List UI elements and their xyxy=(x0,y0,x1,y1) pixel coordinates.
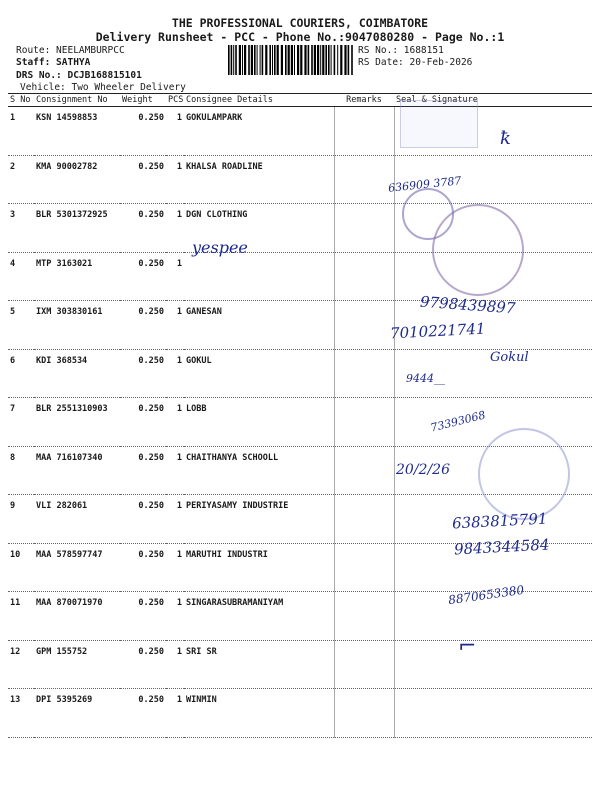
row-sno: 8 xyxy=(8,446,34,495)
row-pcs: 1 xyxy=(166,592,184,641)
row-pcs: 1 xyxy=(166,155,184,204)
handwritten-phone: 73393068 xyxy=(429,408,487,435)
row-sno: 12 xyxy=(8,640,34,689)
row-remarks xyxy=(334,495,394,544)
row-sno: 2 xyxy=(8,155,34,204)
row-pcs: 1 xyxy=(166,446,184,495)
row-remarks xyxy=(334,543,394,592)
row-consignment: KSN 14598853 xyxy=(34,107,120,156)
row-sno: 3 xyxy=(8,204,34,253)
row-sno: 4 xyxy=(8,252,34,301)
row-remarks xyxy=(334,301,394,350)
row-pcs: 1 xyxy=(166,204,184,253)
row-sno: 11 xyxy=(8,592,34,641)
row-remarks xyxy=(334,398,394,447)
row-pcs: 1 xyxy=(166,107,184,156)
row-pcs: 1 xyxy=(166,495,184,544)
row-remarks xyxy=(334,107,394,156)
row-weight: 0.250 xyxy=(120,495,166,544)
row-weight: 0.250 xyxy=(120,204,166,253)
row-consignee: WINMIN xyxy=(184,689,334,738)
table-row xyxy=(8,689,592,738)
row-consignee: GANESAN xyxy=(184,301,334,350)
row-consignment: MAA 870071970 xyxy=(34,592,120,641)
row-pcs: 1 xyxy=(166,301,184,350)
signature: ꝁ xyxy=(500,128,511,149)
row-pcs: 1 xyxy=(166,543,184,592)
row-consignment: KDI 368534 xyxy=(34,349,120,398)
handwritten-phone: 9798439897 xyxy=(419,292,516,318)
table-row xyxy=(8,640,592,689)
row-sno: 1 xyxy=(8,107,34,156)
handwritten-phone: 7010221741 xyxy=(389,319,486,343)
row-consignee: LOBB xyxy=(184,398,334,447)
row-consignee: DGN CLOTHING xyxy=(184,204,334,253)
row-weight: 0.250 xyxy=(120,398,166,447)
runsheet-subtitle: Delivery Runsheet - PCC - Phone No.:9047080280 - Page No.:1 xyxy=(95,30,505,44)
row-weight: 0.250 xyxy=(120,446,166,495)
drs-label: DRS No.: DCJB168815101 xyxy=(16,70,142,81)
row-sno: 13 xyxy=(8,689,34,738)
handwritten-phone: 9843344584 xyxy=(453,535,550,559)
row-consignee: PERIYASAMY INDUSTRIE xyxy=(184,495,334,544)
runsheet-table xyxy=(8,93,592,738)
row-remarks xyxy=(334,155,394,204)
row-consignment: MTP 3163021 xyxy=(34,252,120,301)
row-remarks xyxy=(334,252,394,301)
row-remarks xyxy=(334,446,394,495)
row-consignment: IXM 303830161 xyxy=(34,301,120,350)
row-consignee: MARUTHI INDUSTRI xyxy=(184,543,334,592)
row-consignment: VLI 282061 xyxy=(34,495,120,544)
row-consignment: BLR 5301372925 xyxy=(34,204,120,253)
row-weight: 0.250 xyxy=(120,543,166,592)
row-consignee: KHALSA ROADLINE xyxy=(184,155,334,204)
row-consignment: BLR 2551310903 xyxy=(34,398,120,447)
row-consignee: SRI SR xyxy=(184,640,334,689)
row-weight: 0.250 xyxy=(120,689,166,738)
col-remarks: Remarks xyxy=(334,94,394,107)
row-remarks xyxy=(334,349,394,398)
handwritten-consignee: yespee xyxy=(192,238,248,257)
row-consignee: GOKULAMPARK xyxy=(184,107,334,156)
seal-stamp xyxy=(432,204,524,296)
col-sno: S No xyxy=(8,94,34,107)
staff-label: Staff: SATHYA xyxy=(16,57,91,68)
row-pcs: 1 xyxy=(166,349,184,398)
row-weight: 0.250 xyxy=(120,640,166,689)
row-remarks xyxy=(334,592,394,641)
row-weight: 0.250 xyxy=(120,592,166,641)
row-consignment: GPM 155752 xyxy=(34,640,120,689)
table-header-row xyxy=(8,94,592,107)
row-remarks xyxy=(334,689,394,738)
col-consignee: Consignee Details xyxy=(184,94,334,107)
seal-stamp xyxy=(478,428,570,520)
handwritten-date: 20/2/26 xyxy=(396,462,450,478)
rs-number: RS No.: 1688151 xyxy=(358,45,444,56)
row-weight: 0.250 xyxy=(120,155,166,204)
row-seal xyxy=(394,640,592,689)
handwritten-phone: 636909 3787 xyxy=(387,174,462,195)
col-consignment: Consignment No xyxy=(34,94,120,107)
row-sno: 9 xyxy=(8,495,34,544)
row-sno: 6 xyxy=(8,349,34,398)
row-consignment: MAA 578597747 xyxy=(34,543,120,592)
row-weight: 0.250 xyxy=(120,252,166,301)
row-remarks xyxy=(334,204,394,253)
handwritten-phone: 9444__ xyxy=(406,372,445,385)
row-consignment: KMA 90002782 xyxy=(34,155,120,204)
row-consignment: DPI 5395269 xyxy=(34,689,120,738)
route-label: Route: NEELAMBURPCC xyxy=(16,45,125,56)
handwritten-phone: 6383815791 xyxy=(451,509,548,533)
col-weight: Weight xyxy=(120,94,166,107)
company-title: THE PROFESSIONAL COURIERS, COIMBATORE xyxy=(171,16,429,30)
row-weight: 0.250 xyxy=(120,301,166,350)
row-pcs: 1 xyxy=(166,640,184,689)
col-pcs: PCS xyxy=(168,95,184,105)
row-seal xyxy=(394,689,592,738)
table-row xyxy=(8,155,592,204)
vehicle-label: Vehicle: Two Wheeler Delivery xyxy=(20,82,186,93)
row-pcs: 1 xyxy=(166,398,184,447)
row-sno: 10 xyxy=(8,543,34,592)
signature: ⌐ xyxy=(458,634,477,659)
handwritten-name: Gokul xyxy=(490,350,529,365)
row-sno: 7 xyxy=(8,398,34,447)
seal-stamp xyxy=(400,100,478,148)
handwritten-phone: 8870653380 xyxy=(447,582,525,608)
row-sno: 5 xyxy=(8,301,34,350)
rs-date: RS Date: 20-Feb-2026 xyxy=(358,57,473,68)
row-remarks xyxy=(334,640,394,689)
row-weight: 0.250 xyxy=(120,349,166,398)
row-pcs: 1 xyxy=(166,689,184,738)
row-consignee: CHAITHANYA SCHOOLL xyxy=(184,446,334,495)
row-pcs: 1 xyxy=(166,252,184,301)
row-weight: 0.250 xyxy=(120,107,166,156)
col-seal: Seal & Signature xyxy=(394,94,592,107)
row-consignee xyxy=(184,252,334,301)
row-consignment: MAA 716107340 xyxy=(34,446,120,495)
barcode xyxy=(228,45,356,75)
row-consignee: SINGARASUBRAMANIYAM xyxy=(184,592,334,641)
row-consignee: GOKUL xyxy=(184,349,334,398)
